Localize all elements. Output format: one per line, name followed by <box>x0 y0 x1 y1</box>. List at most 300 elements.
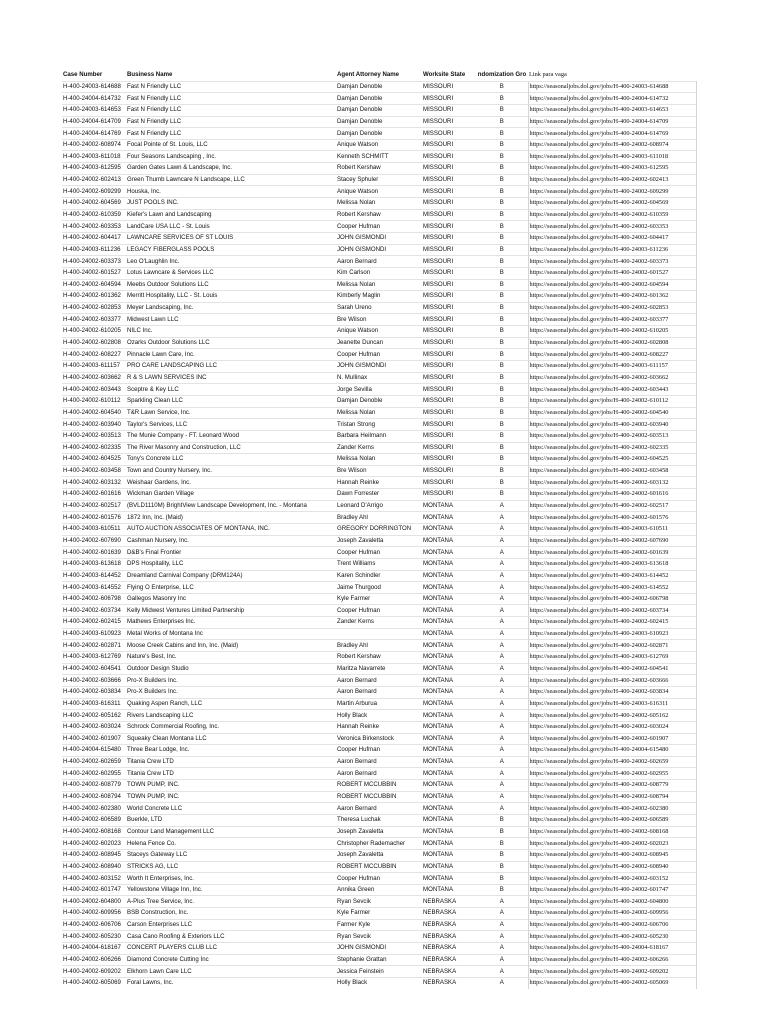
table-row <box>62 977 696 988</box>
job-link[interactable]: https://seasonaljobs.dol.gov/jobs/H-400-24002-603152 <box>528 873 696 885</box>
agent-name-cell: Zander Kerns <box>336 442 422 454</box>
randomization-group-cell: B <box>476 442 528 454</box>
worksite-state-cell: NEBRASKA <box>422 943 476 955</box>
business-name-cell: Sparkling Clean LLC <box>126 395 336 407</box>
job-link[interactable]: https://seasonaljobs.dol.gov/jobs/H-400-24002-603513 <box>528 430 696 442</box>
business-name-cell: TOWN PUMP, INC. <box>126 791 336 803</box>
job-link[interactable]: https://seasonaljobs.dol.gov/jobs/H-400-24002-603132 <box>528 477 696 489</box>
randomization-group-cell: B <box>476 849 528 861</box>
job-link[interactable]: https://seasonaljobs.dol.gov/jobs/H-400-24002-604541 <box>528 663 696 675</box>
table-row <box>62 302 696 314</box>
job-link[interactable]: https://seasonaljobs.dol.gov/jobs/H-400-24002-610112 <box>528 395 696 407</box>
job-link[interactable]: https://seasonaljobs.dol.gov/jobs/H-400-24002-605230 <box>528 931 696 943</box>
case-number-cell: H-400-24003-614452 <box>62 570 126 582</box>
agent-name-cell: Aaron Bernard <box>336 686 422 698</box>
business-name-cell: Tony's Concrete LLC <box>126 454 336 466</box>
job-link[interactable]: https://seasonaljobs.dol.gov/jobs/H-400-24002-602335 <box>528 442 696 454</box>
header-link: Link para vaga <box>529 71 567 79</box>
table-row <box>62 954 696 966</box>
job-link[interactable]: https://seasonaljobs.dol.gov/jobs/H-400-24002-602415 <box>528 617 696 629</box>
worksite-state-cell: MONTANA <box>422 535 476 547</box>
randomization-group-cell: B <box>476 395 528 407</box>
business-name-cell: Dreamland Carnival Company (DRM124A) <box>126 570 336 582</box>
job-link[interactable]: https://seasonaljobs.dol.gov/jobs/H-400-24003-611236 <box>528 244 696 256</box>
job-link[interactable]: https://seasonaljobs.dol.gov/jobs/H-400-24002-603662 <box>528 372 696 384</box>
job-link[interactable]: https://seasonaljobs.dol.gov/jobs/H-400-24002-603377 <box>528 314 696 326</box>
randomization-group-cell: A <box>476 791 528 803</box>
agent-name-cell: Karen Schindler <box>336 570 422 582</box>
table-row <box>62 465 696 477</box>
business-name-cell: Foral Lawns, Inc. <box>126 977 336 988</box>
randomization-group-cell: B <box>476 419 528 431</box>
agent-name-cell: Holly Black <box>336 710 422 722</box>
table-row <box>62 803 696 815</box>
worksite-state-cell: NEBRASKA <box>422 931 476 943</box>
job-link[interactable]: https://seasonaljobs.dol.gov/jobs/H-400-24002-604525 <box>528 454 696 466</box>
case-number-cell: H-400-24002-601747 <box>62 884 126 896</box>
case-number-cell: H-400-24002-604525 <box>62 454 126 466</box>
worksite-state-cell: MONTANA <box>422 768 476 780</box>
business-name-cell: Buerkle, LTD <box>126 815 336 827</box>
job-link[interactable]: https://seasonaljobs.dol.gov/jobs/H-400-24002-608794 <box>528 791 696 803</box>
job-link[interactable]: https://seasonaljobs.dol.gov/jobs/H-400-24002-602808 <box>528 337 696 349</box>
job-link[interactable]: https://seasonaljobs.dol.gov/jobs/H-400-24002-602955 <box>528 768 696 780</box>
agent-name-cell: Joseph Zavaletta <box>336 535 422 547</box>
agent-name-cell: Melissa Nolan <box>336 407 422 419</box>
case-number-cell: H-400-24002-608168 <box>62 826 126 838</box>
worksite-state-cell: MONTANA <box>422 605 476 617</box>
job-link[interactable]: https://seasonaljobs.dol.gov/jobs/H-400-24004-614732 <box>528 93 696 105</box>
job-link[interactable]: https://seasonaljobs.dol.gov/jobs/H-400-24002-603734 <box>528 605 696 617</box>
job-link[interactable]: https://seasonaljobs.dol.gov/jobs/H-400-24002-603353 <box>528 221 696 233</box>
agent-name-cell: Ryan Sevcik <box>336 931 422 943</box>
worksite-state-cell: NEBRASKA <box>422 896 476 908</box>
worksite-state-cell: MISSOURI <box>422 465 476 477</box>
case-number-cell: H-400-24002-603152 <box>62 873 126 885</box>
agent-name-cell: Robert Kershaw <box>336 163 422 175</box>
case-number-cell: H-400-24003-613618 <box>62 558 126 570</box>
job-link[interactable]: https://seasonaljobs.dol.gov/jobs/H-400-24002-606589 <box>528 815 696 827</box>
job-link[interactable]: https://seasonaljobs.dol.gov/jobs/H-400-24002-609202 <box>528 966 696 978</box>
table-row <box>62 267 696 279</box>
job-link[interactable]: https://seasonaljobs.dol.gov/jobs/H-400-24002-603834 <box>528 686 696 698</box>
table-row <box>62 256 696 268</box>
business-name-cell: Pro-X Builders Inc. <box>126 675 336 687</box>
case-number-cell: H-400-24002-604541 <box>62 663 126 675</box>
job-link[interactable]: https://seasonaljobs.dol.gov/jobs/H-400-24002-608779 <box>528 780 696 792</box>
worksite-state-cell: MISSOURI <box>422 477 476 489</box>
worksite-state-cell: MISSOURI <box>422 302 476 314</box>
agent-name-cell: Cooper Hufman <box>336 221 422 233</box>
job-link[interactable]: https://seasonaljobs.dol.gov/jobs/H-400-24003-616311 <box>528 698 696 710</box>
business-name-cell: D&B's Final Frontier <box>126 547 336 559</box>
case-number-cell: H-400-24002-602517 <box>62 500 126 512</box>
randomization-group-cell: A <box>476 675 528 687</box>
agent-name-cell: Sarah Ureno <box>336 302 422 314</box>
table-row <box>62 314 696 326</box>
worksite-state-cell: MONTANA <box>422 838 476 850</box>
job-link[interactable]: https://seasonaljobs.dol.gov/jobs/H-400-24002-605069 <box>528 977 696 988</box>
job-link[interactable]: https://seasonaljobs.dol.gov/jobs/H-400-24003-614552 <box>528 582 696 594</box>
table-row <box>62 908 696 920</box>
table-row <box>62 966 696 978</box>
case-number-cell: H-400-24002-602413 <box>62 174 126 186</box>
case-number-cell: H-400-24002-602871 <box>62 640 126 652</box>
agent-name-cell: Stacey Sphuler <box>336 174 422 186</box>
business-name-cell: Metal Works of Montana Inc <box>126 628 336 640</box>
job-link[interactable]: https://seasonaljobs.dol.gov/jobs/H-400-24004-614709 <box>528 116 696 128</box>
randomization-group-cell: A <box>476 617 528 629</box>
worksite-state-cell: MISSOURI <box>422 279 476 291</box>
table-row <box>62 442 696 454</box>
table-row <box>62 861 696 873</box>
agent-name-cell: ROBERT MCCUBBIN <box>336 780 422 792</box>
table-row <box>62 663 696 675</box>
business-name-cell: Houska, Inc. <box>126 186 336 198</box>
job-link[interactable]: https://seasonaljobs.dol.gov/jobs/H-400-24002-604800 <box>528 896 696 908</box>
randomization-group-cell: B <box>476 302 528 314</box>
case-number-cell: H-400-24002-604569 <box>62 198 126 210</box>
job-link[interactable]: https://seasonaljobs.dol.gov/jobs/H-400-24002-602380 <box>528 803 696 815</box>
randomization-group-cell: B <box>476 256 528 268</box>
job-link[interactable]: https://seasonaljobs.dol.gov/jobs/H-400-24002-601907 <box>528 733 696 745</box>
business-name-cell: Fast N Friendly LLC <box>126 81 336 93</box>
agent-name-cell: Holly Black <box>336 977 422 988</box>
table-row <box>62 291 696 303</box>
randomization-group-cell: B <box>476 815 528 827</box>
randomization-group-cell: A <box>476 768 528 780</box>
table-row <box>62 489 696 501</box>
table-row <box>62 209 696 221</box>
agent-name-cell: Jaime Thurgood <box>336 582 422 594</box>
business-name-cell: STRICKS AG, LLC <box>126 861 336 873</box>
agent-name-cell: Cooper Hufman <box>336 349 422 361</box>
randomization-group-cell: A <box>476 605 528 617</box>
job-link[interactable]: https://seasonaljobs.dol.gov/jobs/H-400-24002-601576 <box>528 512 696 524</box>
case-number-cell: H-400-24002-609299 <box>62 186 126 198</box>
case-number-cell: H-400-24002-607690 <box>62 535 126 547</box>
worksite-state-cell: MISSOURI <box>422 314 476 326</box>
job-link[interactable]: https://seasonaljobs.dol.gov/jobs/H-400-24002-602517 <box>528 500 696 512</box>
worksite-state-cell: MONTANA <box>422 710 476 722</box>
agent-name-cell: Bre Wilson <box>336 465 422 477</box>
case-number-cell: H-400-24002-603443 <box>62 384 126 396</box>
randomization-group-cell: A <box>476 535 528 547</box>
job-link[interactable]: https://seasonaljobs.dol.gov/jobs/H-400-24002-608940 <box>528 861 696 873</box>
agent-name-cell: Farmer Kyle <box>336 919 422 931</box>
randomization-group-cell: A <box>476 500 528 512</box>
worksite-state-cell: MISSOURI <box>422 489 476 501</box>
table-row <box>62 116 696 128</box>
worksite-state-cell: MONTANA <box>422 826 476 838</box>
business-name-cell: Three Bear Lodge, Inc. <box>126 745 336 757</box>
job-link[interactable]: https://seasonaljobs.dol.gov/jobs/H-400-24002-602871 <box>528 640 696 652</box>
job-link[interactable]: https://seasonaljobs.dol.gov/jobs/H-400-24002-608168 <box>528 826 696 838</box>
business-name-cell: Casa Cano Roofing & Exteriors LLC <box>126 931 336 943</box>
agent-name-cell: Kyle Farmer <box>336 593 422 605</box>
job-link[interactable]: https://seasonaljobs.dol.gov/jobs/H-400-24002-610359 <box>528 209 696 221</box>
business-name-cell: Quaking Aspen Ranch, LLC <box>126 698 336 710</box>
agent-name-cell: Cooper Hufman <box>336 547 422 559</box>
randomization-group-cell: A <box>476 919 528 931</box>
worksite-state-cell: NEBRASKA <box>422 977 476 988</box>
worksite-state-cell: MONTANA <box>422 617 476 629</box>
job-link[interactable]: https://seasonaljobs.dol.gov/jobs/H-400-24002-603458 <box>528 465 696 477</box>
agent-name-cell: Theresa Luchak <box>336 815 422 827</box>
agent-name-cell: Zander Kerns <box>336 617 422 629</box>
case-number-cell: H-400-24002-610205 <box>62 326 126 338</box>
worksite-state-cell: MISSOURI <box>422 442 476 454</box>
table-row <box>62 547 696 559</box>
business-name-cell: DPS Hospitality, LLC <box>126 558 336 570</box>
job-link[interactable]: https://seasonaljobs.dol.gov/jobs/H-400-24002-602413 <box>528 174 696 186</box>
case-number-cell: H-400-24002-608227 <box>62 349 126 361</box>
randomization-group-cell: A <box>476 523 528 535</box>
randomization-group-cell: A <box>476 547 528 559</box>
table-row <box>62 570 696 582</box>
case-number-cell: H-400-24002-609956 <box>62 908 126 920</box>
agent-name-cell: ROBERT MCCUBBIN <box>336 791 422 803</box>
job-link[interactable]: https://seasonaljobs.dol.gov/jobs/H-400-24002-606798 <box>528 593 696 605</box>
job-link[interactable]: https://seasonaljobs.dol.gov/jobs/H-400-24002-609299 <box>528 186 696 198</box>
header-case-number: Case Number <box>63 71 103 79</box>
worksite-state-cell: MONTANA <box>422 663 476 675</box>
case-number-cell: H-400-24004-615480 <box>62 745 126 757</box>
job-link[interactable]: https://seasonaljobs.dol.gov/jobs/H-400-24003-610511 <box>528 523 696 535</box>
case-number-cell: H-400-24002-603024 <box>62 721 126 733</box>
job-link[interactable]: https://seasonaljobs.dol.gov/jobs/H-400-24002-603024 <box>528 721 696 733</box>
agent-name-cell: Dawn Forrester <box>336 489 422 501</box>
agent-name-cell: Barbara Heilmann <box>336 430 422 442</box>
table-row <box>62 349 696 361</box>
randomization-group-cell: A <box>476 954 528 966</box>
job-link[interactable]: https://seasonaljobs.dol.gov/jobs/H-400-24002-601747 <box>528 884 696 896</box>
randomization-group-cell: B <box>476 116 528 128</box>
table-row <box>62 477 696 489</box>
case-number-cell: H-400-24002-602659 <box>62 756 126 768</box>
job-link[interactable]: https://seasonaljobs.dol.gov/jobs/H-400-24002-610205 <box>528 326 696 338</box>
business-name-cell: JUST POOLS INC. <box>126 198 336 210</box>
case-number-cell: H-400-24002-608974 <box>62 139 126 151</box>
job-link[interactable]: https://seasonaljobs.dol.gov/jobs/H-400-24002-607690 <box>528 535 696 547</box>
agent-name-cell: Joseph Zavaletta <box>336 849 422 861</box>
job-link[interactable]: https://seasonaljobs.dol.gov/jobs/H-400-24002-602659 <box>528 756 696 768</box>
case-number-cell: H-400-24002-603353 <box>62 221 126 233</box>
worksite-state-cell: MONTANA <box>422 558 476 570</box>
agent-name-cell: Damjan Denoble <box>336 93 422 105</box>
worksite-state-cell: MISSOURI <box>422 349 476 361</box>
case-number-cell: H-400-24002-603458 <box>62 465 126 477</box>
header-randomization-group: ndomization Gro <box>477 71 527 79</box>
job-link[interactable]: https://seasonaljobs.dol.gov/jobs/H-400-24002-608227 <box>528 349 696 361</box>
worksite-state-cell: MISSOURI <box>422 244 476 256</box>
randomization-group-cell: A <box>476 628 528 640</box>
case-number-cell: H-400-24003-612769 <box>62 652 126 664</box>
agent-name-cell: Cooper Hufman <box>336 873 422 885</box>
table-row <box>62 943 696 955</box>
job-link[interactable]: https://seasonaljobs.dol.gov/jobs/H-400-24003-610923 <box>528 628 696 640</box>
business-name-cell: BSB Construction, Inc. <box>126 908 336 920</box>
job-link[interactable]: https://seasonaljobs.dol.gov/jobs/H-400-24002-601527 <box>528 267 696 279</box>
agent-name-cell: JOHN GISMONDI <box>336 361 422 373</box>
job-link[interactable]: https://seasonaljobs.dol.gov/jobs/H-400-24002-603940 <box>528 419 696 431</box>
agent-name-cell: Tristan Strong <box>336 419 422 431</box>
table-row <box>62 186 696 198</box>
case-number-cell: H-400-24002-601639 <box>62 547 126 559</box>
agent-name-cell: Joseph Zavaletta <box>336 826 422 838</box>
table-row <box>62 523 696 535</box>
table-row <box>62 104 696 116</box>
job-link[interactable]: https://seasonaljobs.dol.gov/jobs/H-400-24002-602023 <box>528 838 696 850</box>
randomization-group-cell: A <box>476 931 528 943</box>
job-link[interactable]: https://seasonaljobs.dol.gov/jobs/H-400-24002-608945 <box>528 849 696 861</box>
header-business-name: Business Name <box>127 71 173 79</box>
worksite-state-cell: MISSOURI <box>422 454 476 466</box>
worksite-state-cell: MISSOURI <box>422 407 476 419</box>
worksite-state-cell: MONTANA <box>422 640 476 652</box>
randomization-group-cell: B <box>476 139 528 151</box>
case-number-cell: H-400-24002-603834 <box>62 686 126 698</box>
business-name-cell: Squeaky Clean Montana LLC <box>126 733 336 745</box>
agent-name-cell: Kimberly Maglin <box>336 291 422 303</box>
agent-name-cell: Trent Williams <box>336 558 422 570</box>
job-link[interactable]: https://seasonaljobs.dol.gov/jobs/H-400-24002-605162 <box>528 710 696 722</box>
job-link[interactable]: https://seasonaljobs.dol.gov/jobs/H-400-24002-604594 <box>528 279 696 291</box>
job-link[interactable]: https://seasonaljobs.dol.gov/jobs/H-400-24003-611157 <box>528 361 696 373</box>
randomization-group-cell: B <box>476 873 528 885</box>
job-link[interactable]: https://seasonaljobs.dol.gov/jobs/H-400-24002-601639 <box>528 547 696 559</box>
table-row <box>62 395 696 407</box>
table-row <box>62 849 696 861</box>
business-name-cell: LandCare USA LLC - St. Louis <box>126 221 336 233</box>
agent-name-cell: JOHN GISMONDI <box>336 244 422 256</box>
business-name-cell: T&R Lawn Service, Inc. <box>126 407 336 419</box>
case-number-cell: H-400-24003-611236 <box>62 244 126 256</box>
job-link[interactable]: https://seasonaljobs.dol.gov/jobs/H-400-24003-614688 <box>528 81 696 93</box>
randomization-group-cell: B <box>476 81 528 93</box>
business-name-cell: Focal Pointe of St. Louis, LLC <box>126 139 336 151</box>
agent-name-cell: Jessica Feinstein <box>336 966 422 978</box>
randomization-group-cell: B <box>476 454 528 466</box>
case-number-cell: H-400-24003-614688 <box>62 81 126 93</box>
agent-name-cell: Maritza Navarrete <box>336 663 422 675</box>
worksite-state-cell: MONTANA <box>422 652 476 664</box>
agent-name-cell: Damjan Denoble <box>336 104 422 116</box>
job-link[interactable]: https://seasonaljobs.dol.gov/jobs/H-400-24002-601362 <box>528 291 696 303</box>
table-row <box>62 384 696 396</box>
job-link[interactable]: https://seasonaljobs.dol.gov/jobs/H-400-24002-608974 <box>528 139 696 151</box>
case-number-cell: H-400-24004-614709 <box>62 116 126 128</box>
table-row <box>62 326 696 338</box>
business-name-cell: PRO CARE LANDSCAPING LLC <box>126 361 336 373</box>
business-name-cell: The River Masonry and Construction, LLC <box>126 442 336 454</box>
table-row <box>62 884 696 896</box>
table-row <box>62 873 696 885</box>
job-link[interactable]: https://seasonaljobs.dol.gov/jobs/H-400-24002-604569 <box>528 198 696 210</box>
job-link[interactable]: https://seasonaljobs.dol.gov/jobs/H-400-24002-603373 <box>528 256 696 268</box>
job-link[interactable]: https://seasonaljobs.dol.gov/jobs/H-400-24002-602853 <box>528 302 696 314</box>
business-name-cell: Mathews Enterprises Inc. <box>126 617 336 629</box>
case-number-cell: H-400-24002-601907 <box>62 733 126 745</box>
agent-name-cell: GREGORY DORRINGTON <box>336 523 422 535</box>
worksite-state-cell: MISSOURI <box>422 81 476 93</box>
job-link[interactable]: https://seasonaljobs.dol.gov/jobs/H-400-24003-613618 <box>528 558 696 570</box>
table-row <box>62 372 696 384</box>
business-name-cell: TOWN PUMP, INC. <box>126 780 336 792</box>
agent-name-cell: Damjan Denoble <box>336 81 422 93</box>
job-link[interactable]: https://seasonaljobs.dol.gov/jobs/H-400-24004-614769 <box>528 128 696 140</box>
job-link[interactable]: https://seasonaljobs.dol.gov/jobs/H-400-24002-606266 <box>528 954 696 966</box>
job-link[interactable]: https://seasonaljobs.dol.gov/jobs/H-400-24002-609956 <box>528 908 696 920</box>
worksite-state-cell: MONTANA <box>422 512 476 524</box>
business-name-cell: Kiefer's Lawn and Landscaping <box>126 209 336 221</box>
business-name-cell: Meyer Landscaping, Inc. <box>126 302 336 314</box>
header-worksite-state: Worksite State <box>423 71 466 79</box>
randomization-group-cell: B <box>476 93 528 105</box>
agent-name-cell: Damjan Denoble <box>336 395 422 407</box>
randomization-group-cell: A <box>476 733 528 745</box>
case-number-cell: H-400-24002-604417 <box>62 232 126 244</box>
job-link[interactable]: https://seasonaljobs.dol.gov/jobs/H-400-24002-603443 <box>528 384 696 396</box>
job-link[interactable]: https://seasonaljobs.dol.gov/jobs/H-400-24003-611018 <box>528 151 696 163</box>
worksite-state-cell: MISSOURI <box>422 93 476 105</box>
job-link[interactable]: https://seasonaljobs.dol.gov/jobs/H-400-24003-612595 <box>528 163 696 175</box>
table-row <box>62 605 696 617</box>
case-number-cell: H-400-24002-603377 <box>62 314 126 326</box>
business-name-cell: Nature's Best, Inc. <box>126 652 336 664</box>
job-link[interactable]: https://seasonaljobs.dol.gov/jobs/H-400-24002-601616 <box>528 489 696 501</box>
worksite-state-cell: MONTANA <box>422 791 476 803</box>
business-name-cell: LAWNCARE SERVICES OF ST LOUIS <box>126 232 336 244</box>
job-link[interactable]: https://seasonaljobs.dol.gov/jobs/H-400-24002-606706 <box>528 919 696 931</box>
worksite-state-cell: MONTANA <box>422 815 476 827</box>
randomization-group-cell: B <box>476 174 528 186</box>
table-row <box>62 81 696 93</box>
table-row <box>62 163 696 175</box>
job-link[interactable]: https://seasonaljobs.dol.gov/jobs/H-400-24003-614452 <box>528 570 696 582</box>
worksite-state-cell: NEBRASKA <box>422 908 476 920</box>
agent-name-cell: Robert Kershaw <box>336 652 422 664</box>
job-link[interactable]: https://seasonaljobs.dol.gov/jobs/H-400-24002-604417 <box>528 232 696 244</box>
randomization-group-cell: B <box>476 244 528 256</box>
randomization-group-cell: A <box>476 943 528 955</box>
business-name-cell: Ozarks Outdoor Solutions LLC <box>126 337 336 349</box>
agent-name-cell: Robert Kershaw <box>336 209 422 221</box>
business-name-cell: Meebs Outdoor Solutions LLC <box>126 279 336 291</box>
table-row <box>62 139 696 151</box>
worksite-state-cell: MONTANA <box>422 523 476 535</box>
table-row <box>62 128 696 140</box>
job-link[interactable]: https://seasonaljobs.dol.gov/jobs/H-400-24002-604540 <box>528 407 696 419</box>
job-link[interactable]: https://seasonaljobs.dol.gov/jobs/H-400-24004-618167 <box>528 943 696 955</box>
business-name-cell: Taylor's Services, LLC <box>126 419 336 431</box>
table-row <box>62 826 696 838</box>
job-link[interactable]: https://seasonaljobs.dol.gov/jobs/H-400-24003-612769 <box>528 652 696 664</box>
business-name-cell: A-Plus Tree Service, Inc. <box>126 896 336 908</box>
job-link[interactable]: https://seasonaljobs.dol.gov/jobs/H-400-24002-603666 <box>528 675 696 687</box>
business-name-cell: 1872 Inn, Inc. (Maid) <box>126 512 336 524</box>
randomization-group-cell: B <box>476 104 528 116</box>
business-name-cell: Cashman Nursery, Inc. <box>126 535 336 547</box>
case-number-cell: H-400-24002-602023 <box>62 838 126 850</box>
table-row <box>62 419 696 431</box>
agent-name-cell: Aaron Bernard <box>336 756 422 768</box>
job-link[interactable]: https://seasonaljobs.dol.gov/jobs/H-400-24003-614653 <box>528 104 696 116</box>
business-name-cell: Sceptre & Key LLC <box>126 384 336 396</box>
business-name-cell: Fast N Friendly LLC <box>126 104 336 116</box>
job-link[interactable]: https://seasonaljobs.dol.gov/jobs/H-400-24004-615480 <box>528 745 696 757</box>
randomization-group-cell: A <box>476 512 528 524</box>
